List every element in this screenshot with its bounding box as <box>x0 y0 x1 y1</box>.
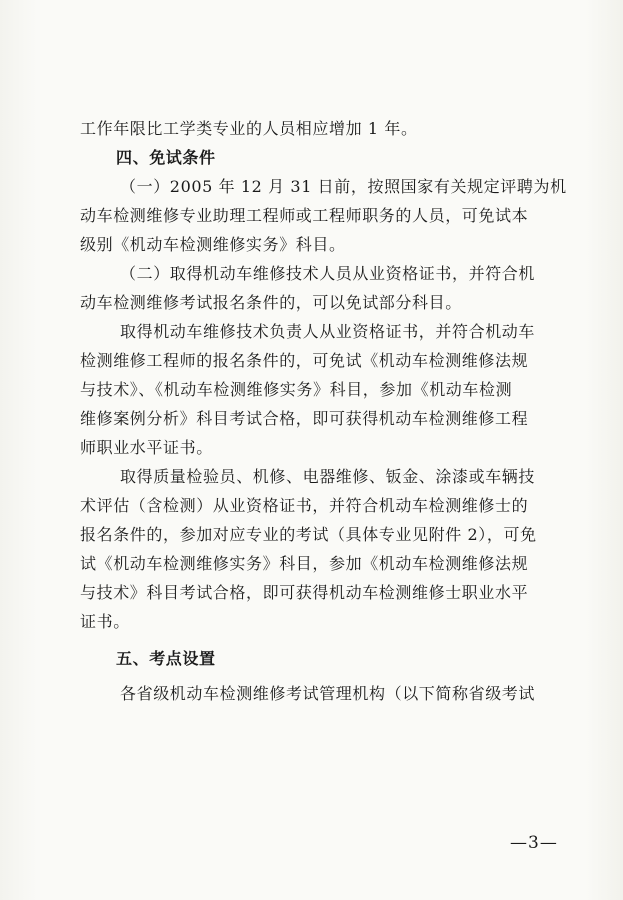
text-line: 试《机动车检测维修实务》科目，参加《机动车检测维修法规 <box>80 554 529 573</box>
text-line: 与技术》科目考试合格，即可获得机动车检测维修士职业水平 <box>80 583 529 602</box>
text-line: （二）取得机动车维修技术人员从业资格证书，并符合机 <box>120 264 536 283</box>
text-line: 各省级机动车检测维修考试管理机构（以下简称省级考试 <box>120 684 536 703</box>
document-body <box>80 114 567 708</box>
text-line: 级别《机动车检测维修实务》科目。 <box>80 235 346 254</box>
text-line: 取得质量检验员、机修、电器维修、钣金、涂漆或车辆技 <box>120 467 536 486</box>
text-line: 工作年限比工学类专业的人员相应增加 1 年。 <box>80 119 418 138</box>
section-heading: 四、免试条件 <box>116 148 216 167</box>
text-line: 证书。 <box>80 612 130 631</box>
text-line: 与技术》、《机动车检测维修实务》科目，参加《机动车检测 <box>80 380 513 399</box>
text-line: 取得机动车维修技术负责人从业资格证书，并符合机动车 <box>120 322 536 341</box>
text-line: （一）2005 年 12 月 31 日前，按照国家有关规定评聘为机 <box>120 177 567 196</box>
text-line: 检测维修工程师的报名条件的，可免试《机动车检测维修法规 <box>80 351 529 370</box>
text-line: 动车检测维修专业助理工程师或工程师职务的人员，可免试本 <box>80 206 529 225</box>
text-line: 师职业水平证书。 <box>80 438 213 457</box>
text-line: 术评估（含检测）从业资格证书，并符合机动车检测维修士的 <box>80 496 529 515</box>
text-line: 报名条件的，参加对应专业的考试（具体专业见附件 2），可免 <box>80 525 537 544</box>
section-heading: 五、考点设置 <box>116 649 216 668</box>
text-line: 维修案例分析》科目考试合格，即可获得机动车检测维修工程 <box>80 409 529 428</box>
page-number: —3— <box>510 833 558 853</box>
text-line: 动车检测维修考试报名条件的，可以免试部分科目。 <box>80 293 462 312</box>
